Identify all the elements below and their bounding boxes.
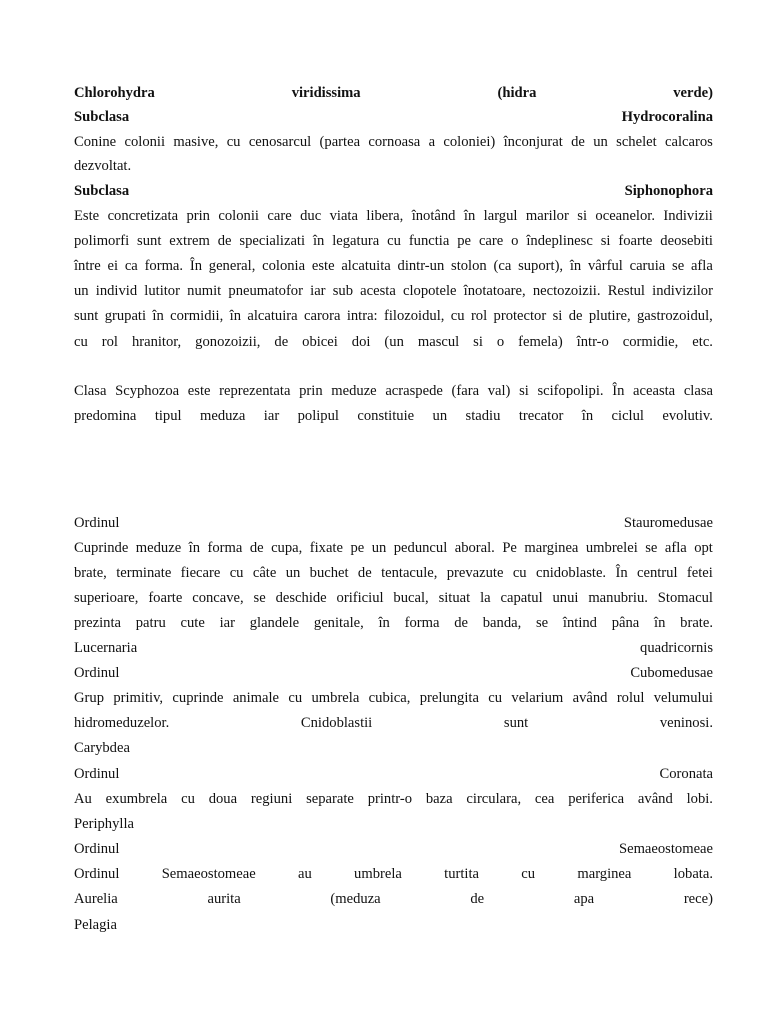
word: Ordinul <box>74 665 120 681</box>
word: de <box>357 565 372 581</box>
word: (partea <box>319 134 361 150</box>
word: deschide <box>275 590 327 606</box>
word: Ordinul <box>74 841 120 857</box>
word: Conine <box>74 134 117 150</box>
word: cu <box>512 565 527 581</box>
word: banda, <box>482 615 522 631</box>
word: ei <box>107 258 119 274</box>
word: viata <box>329 208 358 224</box>
word: tipul <box>154 408 182 424</box>
word: (hidra <box>497 85 537 101</box>
word: cenosarcul <box>248 134 312 150</box>
word: bucal, <box>393 590 429 606</box>
word: forma <box>404 615 440 631</box>
word: situat <box>438 590 471 606</box>
word: iar <box>219 615 235 631</box>
word: deosebiti <box>660 233 713 249</box>
word: protector <box>493 308 547 324</box>
word: un <box>285 565 301 581</box>
word: colonia <box>262 258 306 274</box>
word: se <box>536 615 549 631</box>
word: cu <box>226 134 241 150</box>
word: un <box>432 408 448 424</box>
word: cuprinde <box>172 690 224 706</box>
word: se <box>253 590 266 606</box>
word: cu <box>450 308 465 324</box>
word: cnidoblaste. <box>535 565 607 581</box>
word: doua <box>208 791 238 807</box>
word: care <box>478 233 504 249</box>
word: femela) <box>518 334 563 350</box>
text-line <box>74 840 713 858</box>
word: viridissima <box>291 85 361 101</box>
word: Cuprinde <box>74 540 129 556</box>
text-line <box>74 890 713 908</box>
word: individ <box>95 283 138 299</box>
word: marginea <box>577 866 632 882</box>
word: prezinta <box>74 615 121 631</box>
word: clasa <box>683 383 713 399</box>
word: glandele <box>249 615 300 631</box>
word: Cnidoblastii <box>300 715 373 731</box>
word: capatul <box>500 590 543 606</box>
word: concave, <box>192 590 244 606</box>
word: manubriu. <box>588 590 648 606</box>
word: gonozoizii, <box>195 334 261 350</box>
word: filozoidul, <box>384 308 445 324</box>
word: dintr-un <box>397 258 445 274</box>
word: cu <box>488 690 503 706</box>
word: quadricornis <box>640 640 713 656</box>
word: rol <box>101 334 118 350</box>
word: si <box>519 383 529 399</box>
word: Lucernaria <box>74 640 138 656</box>
word: val) <box>487 383 511 399</box>
word: în <box>378 615 390 631</box>
word: înotatoare, <box>463 283 526 299</box>
word: Stauromedusae <box>623 515 713 531</box>
word: concretizata <box>107 208 179 224</box>
word: Au <box>74 791 92 807</box>
word: un <box>593 134 608 150</box>
word: Ordinul <box>74 515 120 531</box>
word: animale <box>232 690 280 706</box>
word: (un <box>384 334 404 350</box>
text-line <box>74 714 713 732</box>
word: cu <box>74 334 88 350</box>
word: nectozoizii. <box>532 283 601 299</box>
word: Pe <box>502 540 517 556</box>
word: legatura <box>332 233 380 249</box>
word: brate, <box>74 565 107 581</box>
word: Grup <box>74 690 104 706</box>
word: marilor <box>525 208 569 224</box>
word: cormidie, <box>622 334 679 350</box>
word: la <box>480 590 491 606</box>
word: în <box>569 258 582 274</box>
word: meduze <box>331 383 377 399</box>
word: fiecare <box>180 565 221 581</box>
word: cu <box>387 233 401 249</box>
word: forma <box>207 540 243 556</box>
word: turtita <box>444 866 480 882</box>
line-text: Pelagia <box>74 917 117 933</box>
text-line <box>74 539 713 557</box>
text-line <box>74 133 713 151</box>
word: circulara, <box>466 791 522 807</box>
word: evolutiv. <box>662 408 713 424</box>
word: o <box>511 233 519 249</box>
text-line <box>74 232 713 250</box>
text-line <box>74 790 713 808</box>
word: având <box>637 791 673 807</box>
word: printr-o <box>367 791 413 807</box>
word: polipul <box>297 408 339 424</box>
text-line <box>74 639 713 657</box>
word: care <box>267 208 292 224</box>
word: carora <box>303 308 341 324</box>
word: regiuni <box>250 791 293 807</box>
word: specializati <box>239 233 306 249</box>
word: un <box>371 540 387 556</box>
word: de <box>274 334 289 350</box>
word: câte <box>252 565 277 581</box>
word: numit <box>187 283 222 299</box>
word: intra: <box>346 308 378 324</box>
word: de <box>249 540 264 556</box>
word: ca <box>124 258 138 274</box>
word: polimorfi <box>74 233 130 249</box>
word: centrul <box>636 565 678 581</box>
word: acraspede <box>385 383 443 399</box>
text-line <box>74 664 713 682</box>
word: masive, <box>173 134 219 150</box>
word: iar <box>310 283 326 299</box>
word: opt <box>694 540 713 556</box>
word: stolon <box>451 258 487 274</box>
text-line <box>74 84 713 102</box>
word: meduza <box>200 408 246 424</box>
word: sunt <box>74 308 99 324</box>
text-line <box>74 689 713 707</box>
word: de <box>571 134 585 150</box>
word: în <box>229 308 241 324</box>
word: aurita <box>207 891 241 907</box>
word: rol <box>470 308 488 324</box>
word: si <box>600 233 611 249</box>
word: de <box>470 891 485 907</box>
word: (ca <box>493 258 512 274</box>
word: se <box>672 258 685 274</box>
word: veninosi. <box>659 715 713 731</box>
word: Cubomedusae <box>630 665 713 681</box>
word: mascul <box>417 334 460 350</box>
word: fetei <box>686 565 713 581</box>
word: cea <box>534 791 555 807</box>
word: cu <box>181 791 195 807</box>
word: verde) <box>673 85 713 101</box>
word: grupati <box>104 308 147 324</box>
word: înotând <box>411 208 456 224</box>
word: lobata. <box>673 866 713 882</box>
word: Chlorohydra <box>74 85 155 101</box>
word: pe <box>350 540 365 556</box>
line-text: dezvoltat. <box>74 158 132 174</box>
word: Aurelia <box>74 891 118 907</box>
word: umbrelei <box>585 540 638 556</box>
word: de <box>568 308 583 324</box>
word: unui <box>552 590 579 606</box>
text-line <box>74 382 713 400</box>
word: afla <box>664 540 687 556</box>
word: Ordinul <box>74 766 120 782</box>
word: libera, <box>366 208 404 224</box>
text-line <box>74 589 713 607</box>
word: Hydrocoralina <box>621 109 713 125</box>
word: având <box>572 690 608 706</box>
word: între <box>74 258 101 274</box>
word: alcatuira <box>247 308 298 324</box>
word: caruia <box>629 258 666 274</box>
word: Restul <box>607 283 645 299</box>
word: calcaros <box>665 134 713 150</box>
word: apa <box>573 891 595 907</box>
word: în <box>312 233 325 249</box>
word: prevazute <box>446 565 504 581</box>
word: în <box>581 408 594 424</box>
word: scifopolipi. <box>537 383 604 399</box>
word: peduncul <box>393 540 448 556</box>
text-line <box>74 564 713 582</box>
text-line <box>74 108 713 126</box>
word: terminate <box>116 565 172 581</box>
text-line <box>74 182 713 200</box>
word: Coronata <box>659 766 713 782</box>
word: îndeplinesc <box>526 233 593 249</box>
word: tentacule, <box>381 565 438 581</box>
word: extrem <box>169 233 210 249</box>
word: duc <box>300 208 322 224</box>
word: Clasa <box>74 383 107 399</box>
word: pe <box>457 233 472 249</box>
word: fixate <box>309 540 343 556</box>
text-line <box>74 157 713 175</box>
word: vârful <box>587 258 623 274</box>
word: hidromeduzelor. <box>74 715 170 731</box>
word: umbrela <box>311 690 360 706</box>
word: rolul <box>616 690 645 706</box>
word: în <box>152 308 164 324</box>
word: gastrozoidul, <box>636 308 713 324</box>
word: schelet <box>616 134 657 150</box>
word: stadiu <box>465 408 501 424</box>
word: baza <box>425 791 453 807</box>
word: Este <box>74 208 100 224</box>
word: colonii <box>124 134 166 150</box>
word: plutire, <box>588 308 631 324</box>
word: ciclul <box>611 408 644 424</box>
word: (meduza <box>330 891 381 907</box>
word: foarte <box>148 590 183 606</box>
word: meduze <box>135 540 182 556</box>
word: patru <box>135 615 166 631</box>
word: clopotele <box>403 283 457 299</box>
word: (fara <box>451 383 480 399</box>
word: de <box>454 615 468 631</box>
word: buchet <box>309 565 349 581</box>
word: si <box>552 308 563 324</box>
word: Stomacul <box>657 590 713 606</box>
word: Semaeostomeae <box>618 841 713 857</box>
word: umbrela <box>354 866 402 882</box>
word: a <box>428 134 436 150</box>
word: rece) <box>683 891 713 907</box>
word: Subclasa <box>74 109 130 125</box>
word: cute <box>180 615 205 631</box>
word: în <box>463 208 476 224</box>
text-line <box>74 815 713 833</box>
word: genitale, <box>313 615 364 631</box>
word: este <box>311 258 335 274</box>
word: în <box>188 540 201 556</box>
word: etc. <box>692 334 713 350</box>
text-line <box>74 207 713 225</box>
word: într-o <box>576 334 609 350</box>
word: marginea <box>524 540 579 556</box>
text-line <box>74 307 713 325</box>
word: prin <box>299 383 323 399</box>
word: colonii <box>218 208 259 224</box>
word: Ordinul <box>74 866 120 882</box>
word: prin <box>186 208 210 224</box>
word: lutitor <box>144 283 180 299</box>
word: indivizilor <box>652 283 713 299</box>
word: general, <box>208 258 256 274</box>
text-line <box>74 739 713 757</box>
word: cubica, <box>368 690 411 706</box>
word: cu <box>288 690 303 706</box>
word: În <box>615 565 628 581</box>
word: suport), <box>518 258 564 274</box>
word: trecator <box>518 408 564 424</box>
word: au <box>297 866 312 882</box>
word: prelungita <box>419 690 479 706</box>
text-line <box>74 865 713 883</box>
word: obicei <box>302 334 338 350</box>
text-line <box>74 333 713 351</box>
text-line <box>74 765 713 783</box>
word: separate <box>306 791 354 807</box>
word: iar <box>263 408 280 424</box>
word: este <box>187 383 211 399</box>
word: forma. <box>144 258 184 274</box>
word: se <box>645 540 658 556</box>
word: În <box>189 258 202 274</box>
word: Subclasa <box>74 183 130 199</box>
word: velumului <box>653 690 713 706</box>
word: doi <box>351 334 371 350</box>
word: întind <box>562 615 597 631</box>
text-line <box>74 916 713 934</box>
word: cu <box>229 565 244 581</box>
word: foarte <box>618 233 653 249</box>
text-line <box>74 257 713 275</box>
word: brate. <box>680 615 713 631</box>
word: si <box>473 334 483 350</box>
word: superioare, <box>74 590 139 606</box>
word: functia <box>408 233 450 249</box>
word: În <box>612 383 625 399</box>
word: oceanelor. <box>595 208 655 224</box>
word: afla <box>690 258 713 274</box>
word: în <box>654 615 666 631</box>
line-text: Periphylla <box>74 816 134 832</box>
text-line <box>74 514 713 532</box>
word: acesta <box>360 283 396 299</box>
word: hranitor, <box>131 334 182 350</box>
text-line <box>74 614 713 632</box>
word: Scyphozoa <box>115 383 180 399</box>
word: pneumatofor <box>228 283 303 299</box>
word: coloniei) <box>443 134 496 150</box>
word: înconjurat <box>503 134 563 150</box>
word: primitiv, <box>113 690 164 706</box>
word: aboral. <box>454 540 495 556</box>
text-line <box>74 282 713 300</box>
word: aceasta <box>633 383 676 399</box>
word: Indivizii <box>663 208 713 224</box>
word: alcatuita <box>341 258 391 274</box>
word: lobi. <box>686 791 713 807</box>
word: largul <box>483 208 518 224</box>
word: orificiul <box>336 590 384 606</box>
text-line <box>74 407 713 425</box>
word: exumbrela <box>105 791 168 807</box>
word: cornoasa <box>368 134 421 150</box>
word: cormidii, <box>170 308 224 324</box>
word: velarium <box>511 690 564 706</box>
word: pâna <box>611 615 640 631</box>
line-text: Carybdea <box>74 740 130 756</box>
word: o <box>496 334 505 350</box>
word: Siphonophora <box>624 183 713 199</box>
word: Semaeostomeae <box>161 866 256 882</box>
word: sub <box>332 283 353 299</box>
word: cu <box>521 866 536 882</box>
word: periferica <box>568 791 625 807</box>
word: constituie <box>357 408 415 424</box>
word: cupa, <box>271 540 303 556</box>
word: de <box>217 233 232 249</box>
word: un <box>74 283 89 299</box>
word: reprezentata <box>219 383 291 399</box>
word: sunt <box>137 233 162 249</box>
word: si <box>577 208 587 224</box>
word: sunt <box>503 715 529 731</box>
word: predomina <box>74 408 137 424</box>
